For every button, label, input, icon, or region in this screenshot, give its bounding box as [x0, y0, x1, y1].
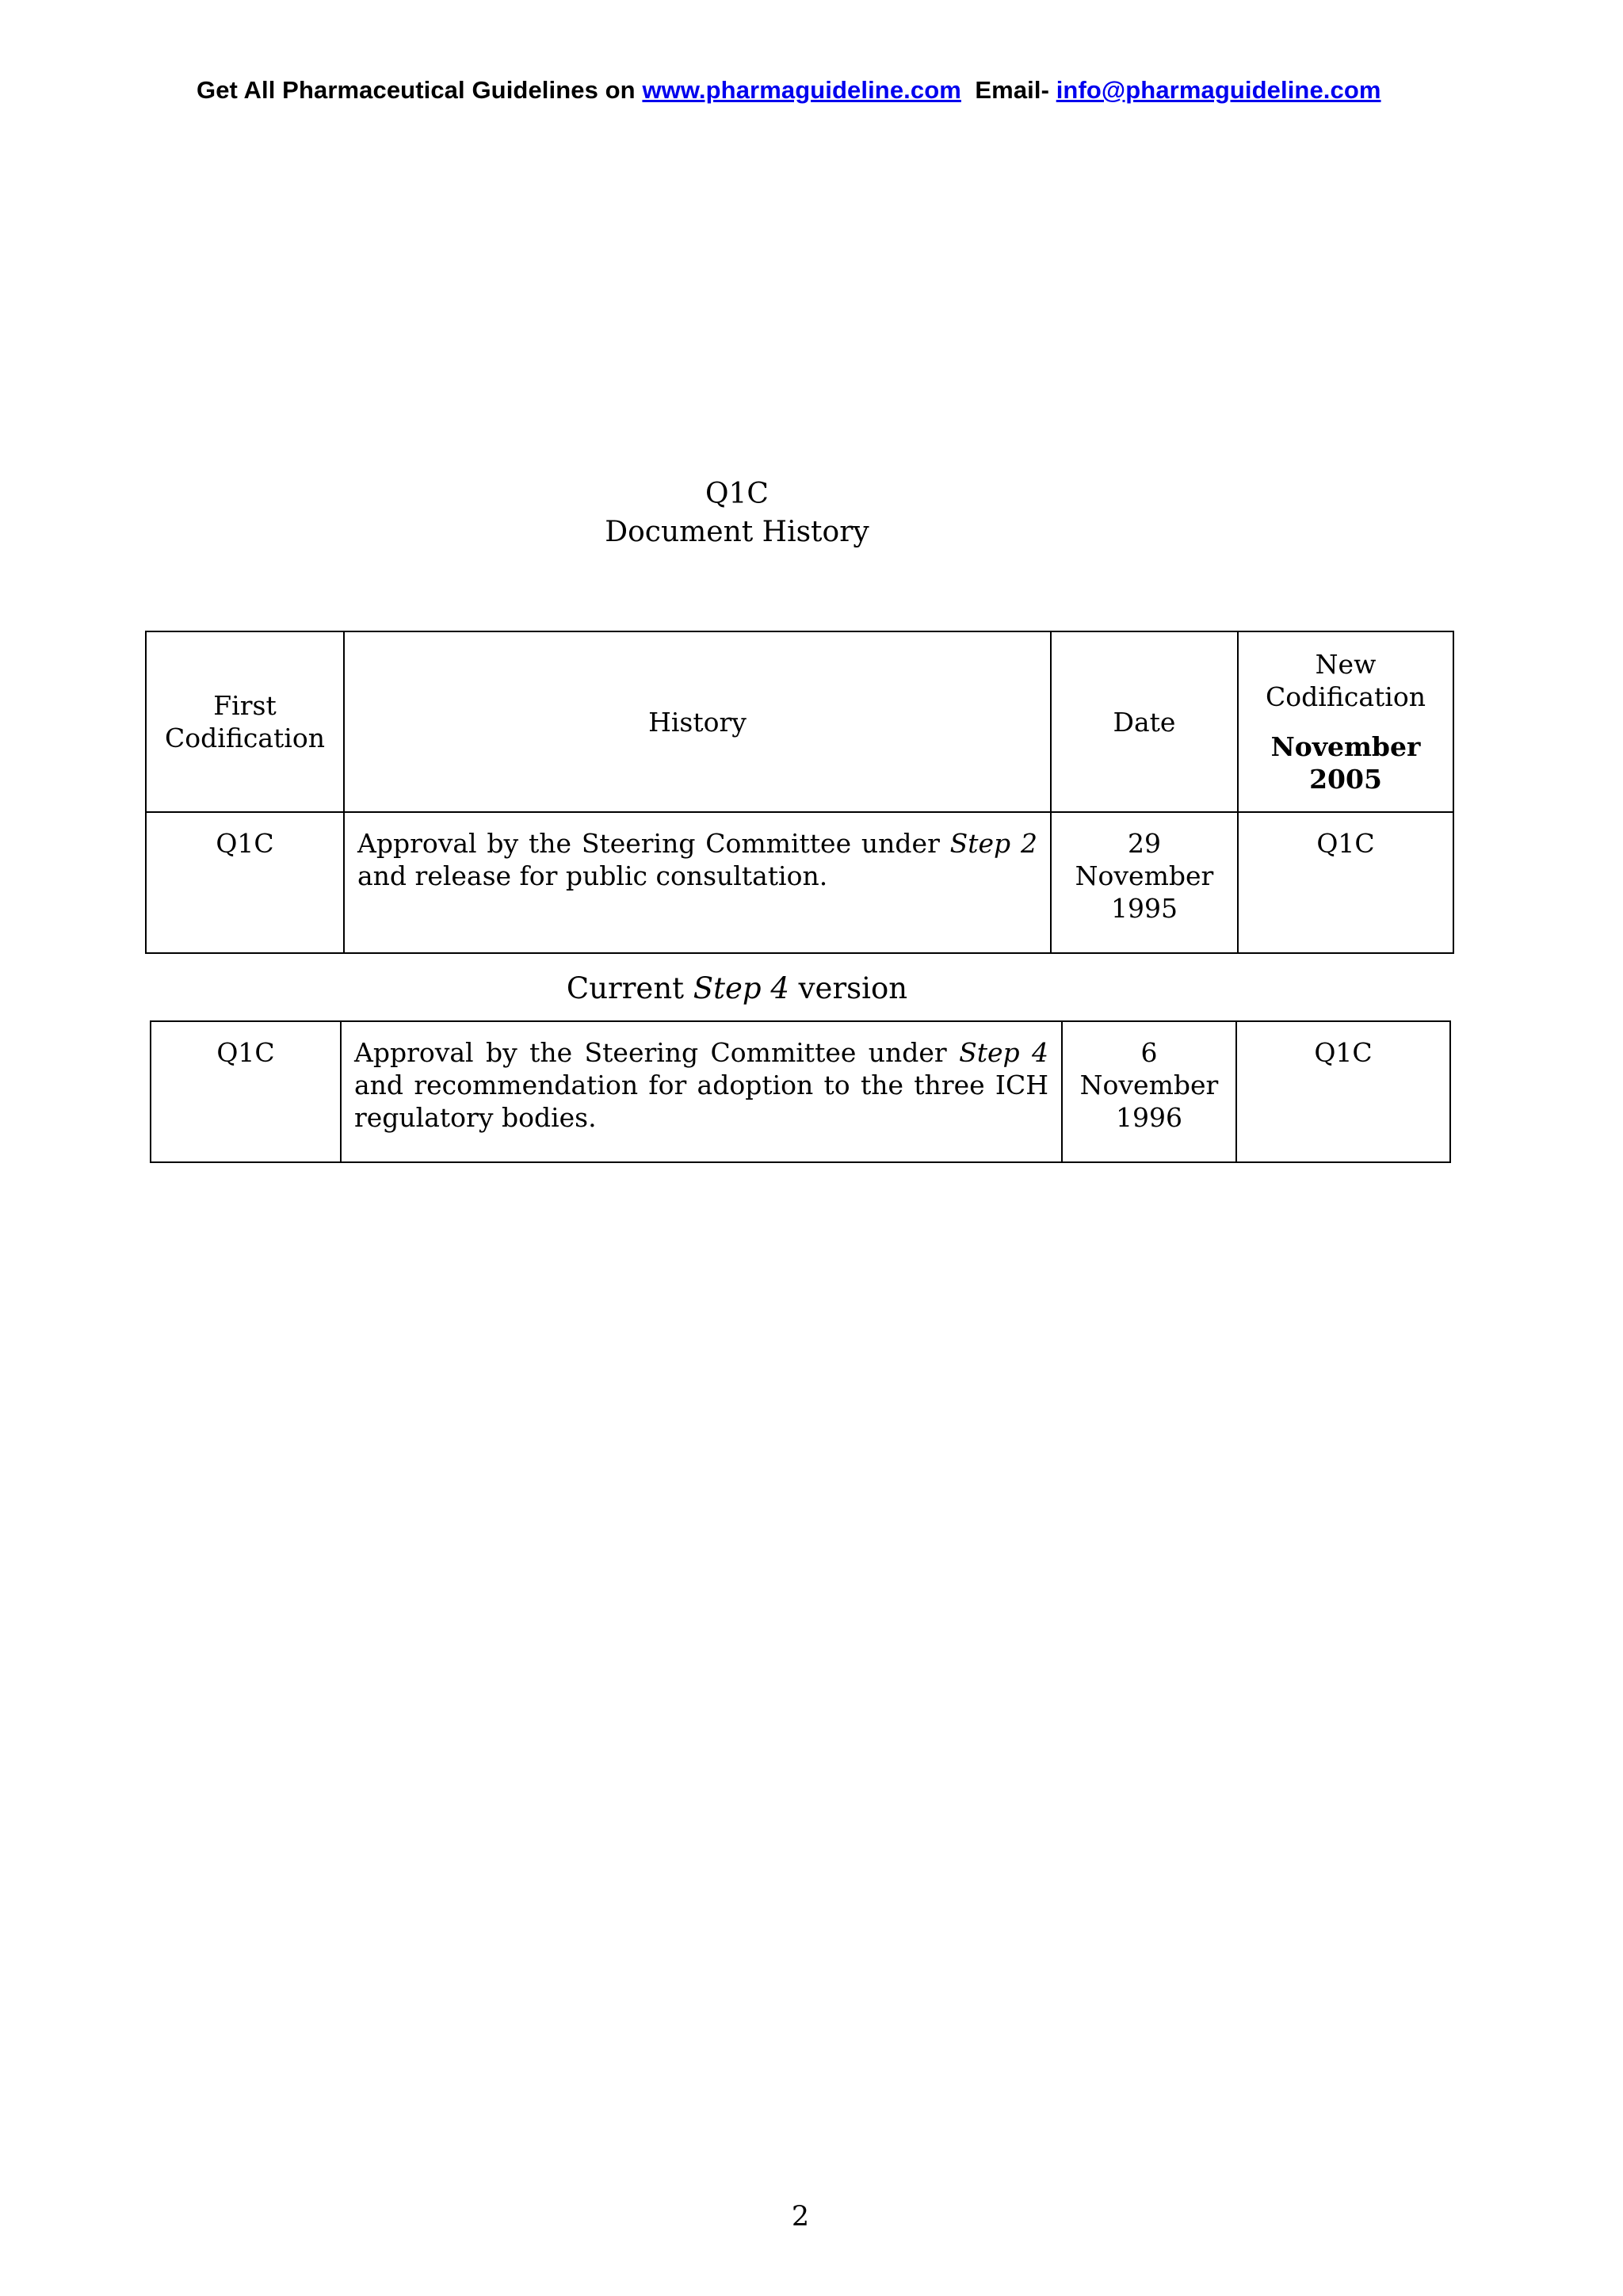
- header-first-codification: First Codification: [146, 631, 344, 812]
- row-new-codification: Q1C: [1236, 1021, 1450, 1162]
- current-version-table: [150, 1020, 1451, 1163]
- row-history-text: Approval by the Steering Committee under: [354, 1037, 960, 1068]
- header-new-codification-date: November 2005: [1270, 731, 1421, 795]
- header-new-codification: New Codification: [1266, 649, 1426, 712]
- email-link[interactable]: info@pharmaguideline.com: [1056, 76, 1381, 104]
- header-new-codification-cell: [1238, 631, 1453, 812]
- row-first-codification: Q1C: [146, 812, 344, 953]
- header-date: Date: [1051, 631, 1238, 812]
- document-title: [0, 475, 1474, 551]
- page-number: 2: [791, 2201, 810, 2233]
- header-history: History: [344, 631, 1051, 812]
- current-version-pre: Current: [566, 971, 693, 1005]
- table-row: [146, 812, 1453, 953]
- current-version-post: version: [789, 971, 908, 1005]
- document-subtitle: Document History: [605, 516, 869, 548]
- website-link[interactable]: www.pharmaguideline.com: [642, 76, 961, 104]
- row-history-text-end: and release for public consultation.: [357, 860, 828, 891]
- row-history: [341, 1021, 1062, 1162]
- row-date: 29 November 1995: [1051, 812, 1238, 953]
- header-prefix: Get All Pharmaceutical Guidelines on: [197, 76, 643, 104]
- row-history-text: Approval by the Steering Committee under: [357, 828, 950, 859]
- email-label: Email-: [975, 76, 1056, 104]
- row-new-codification: Q1C: [1238, 812, 1453, 953]
- page-header: [197, 76, 1381, 105]
- history-table: [145, 631, 1454, 954]
- document-code: Q1C: [705, 478, 769, 510]
- current-version-title: [0, 970, 1474, 1008]
- row-history-step: Step 2: [949, 828, 1037, 859]
- table-row: [151, 1021, 1450, 1162]
- history-table-header: [146, 631, 1453, 812]
- row-history-step: Step 4: [959, 1037, 1048, 1068]
- row-first-codification: Q1C: [151, 1021, 341, 1162]
- current-version-step: Step 4: [693, 971, 789, 1005]
- row-history-text-end: and recommendation for adoption to the three ICH regulatory bodies.: [354, 1070, 1048, 1133]
- row-history: [344, 812, 1051, 953]
- row-date: 6 November 1996: [1062, 1021, 1236, 1162]
